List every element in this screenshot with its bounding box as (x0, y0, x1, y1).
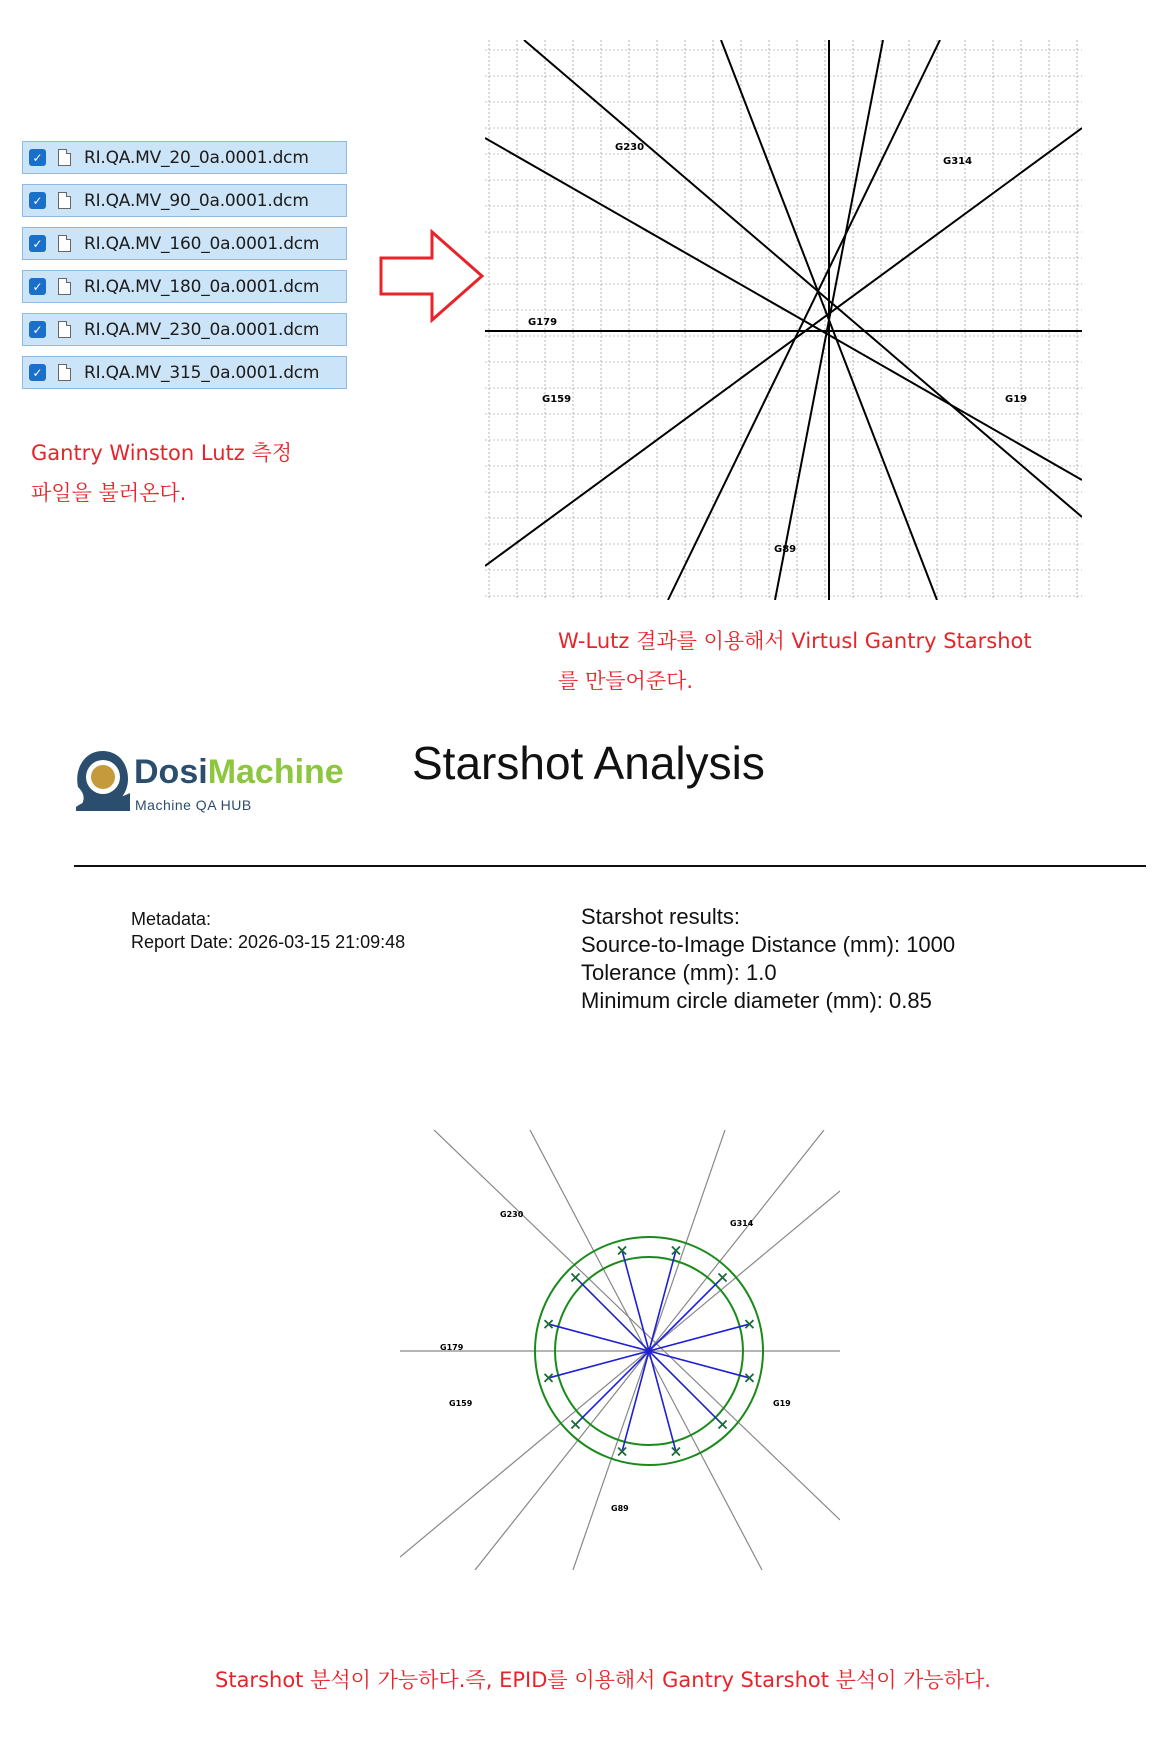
checkbox-checked-icon[interactable]: ✓ (29, 364, 46, 381)
checkbox-checked-icon[interactable]: ✓ (29, 321, 46, 338)
grid-lines (485, 40, 1082, 600)
sid-value: Source-to-Image Distance (mm): 1000 (581, 932, 956, 957)
beam-label: G159 (449, 1399, 473, 1408)
peak-marker (719, 1273, 727, 1281)
bottom-note: Starshot 분석이 가능하다.즉, EPID를 이용해서 Gantry Starshot 분석이 가능하다. (215, 1668, 991, 1692)
metadata-label: Metadata: (131, 909, 212, 929)
blue-spoke (549, 1351, 649, 1378)
file-icon (58, 192, 71, 209)
beam-label: G230 (500, 1210, 524, 1219)
right-arrow-icon (378, 228, 486, 324)
checkbox-checked-icon[interactable]: ✓ (29, 278, 46, 295)
logo-mark-icon (72, 747, 132, 811)
starshot-lines (485, 40, 1082, 600)
file-icon (58, 321, 71, 338)
file-name: RI.QA.MV_315_0a.0001.dcm (84, 362, 320, 383)
beam-label: G159 (542, 394, 572, 405)
file-icon (58, 235, 71, 252)
blue-spoke (622, 1351, 649, 1451)
file-name: RI.QA.MV_180_0a.0001.dcm (84, 276, 320, 297)
file-row[interactable] (22, 270, 347, 303)
file-name: RI.QA.MV_90_0a.0001.dcm (84, 190, 309, 211)
file-name: RI.QA.MV_20_0a.0001.dcm (84, 147, 309, 168)
blue-spoke (649, 1251, 676, 1351)
file-icon (58, 364, 71, 381)
page-title: Starshot Analysis (412, 737, 765, 789)
starshot-line (485, 138, 1082, 480)
blue-spoke (622, 1251, 649, 1351)
checkbox-checked-icon[interactable]: ✓ (29, 192, 46, 209)
starshot-analysis-plot (400, 1130, 840, 1570)
file-icon (58, 149, 71, 166)
results-block (581, 903, 955, 1015)
tolerance-value: Tolerance (mm): 1.0 (581, 960, 777, 985)
make-note-line1: W-Lutz 결과를 이용해서 Virtusl Gantry Starshot (558, 629, 1032, 653)
blue-spoke (575, 1277, 649, 1351)
starshot-line (485, 128, 1082, 566)
peak-marker (719, 1421, 727, 1429)
blue-spoke (649, 1351, 676, 1451)
peak-marker (571, 1421, 579, 1429)
gray-line (434, 1130, 840, 1520)
make-note (558, 621, 1032, 701)
beam-label: G230 (615, 142, 645, 153)
checkbox-checked-icon[interactable]: ✓ (29, 235, 46, 252)
dosimachine-logo (72, 745, 357, 818)
beam-label: G89 (611, 1504, 629, 1513)
load-note (31, 433, 292, 513)
beam-label: G89 (774, 544, 797, 555)
blue-spoke (649, 1277, 723, 1351)
file-icon (58, 278, 71, 295)
metadata-block (131, 908, 405, 954)
checkbox-checked-icon[interactable]: ✓ (29, 149, 46, 166)
starshot-line (524, 40, 1082, 517)
virtual-starshot-image (485, 40, 1082, 600)
file-name: RI.QA.MV_230_0a.0001.dcm (84, 319, 320, 340)
file-row[interactable] (22, 141, 347, 174)
beam-label: G19 (1005, 394, 1028, 405)
beam-label: G314 (943, 156, 973, 167)
blue-spoke (649, 1351, 723, 1425)
beam-label: G314 (730, 1219, 754, 1228)
blue-spoke (649, 1351, 749, 1378)
load-note-line2: 파일을 불러온다. (31, 481, 187, 505)
load-note-line1: Gantry Winston Lutz 측정 (31, 441, 293, 465)
peak-marker (571, 1273, 579, 1281)
file-row[interactable] (22, 356, 347, 389)
beam-label: G19 (773, 1399, 791, 1408)
beam-label: G179 (528, 317, 558, 328)
beam-label: G179 (440, 1343, 464, 1352)
file-row[interactable] (22, 313, 347, 346)
make-note-line2: 를 만들어준다. (558, 669, 694, 693)
logo-wordmark: DosiMachine (134, 753, 344, 791)
results-label: Starshot results: (581, 904, 740, 929)
file-row[interactable] (22, 184, 347, 217)
logo-subtitle: Machine QA HUB (135, 797, 252, 813)
divider (74, 865, 1146, 867)
report-date: Report Date: 2026-03-15 21:09:48 (131, 932, 406, 952)
file-name: RI.QA.MV_160_0a.0001.dcm (84, 233, 320, 254)
blue-spoke (575, 1351, 649, 1425)
gray-line (400, 1191, 840, 1557)
file-row[interactable] (22, 227, 347, 260)
min-circle-value: Minimum circle diameter (mm): 0.85 (581, 988, 932, 1013)
